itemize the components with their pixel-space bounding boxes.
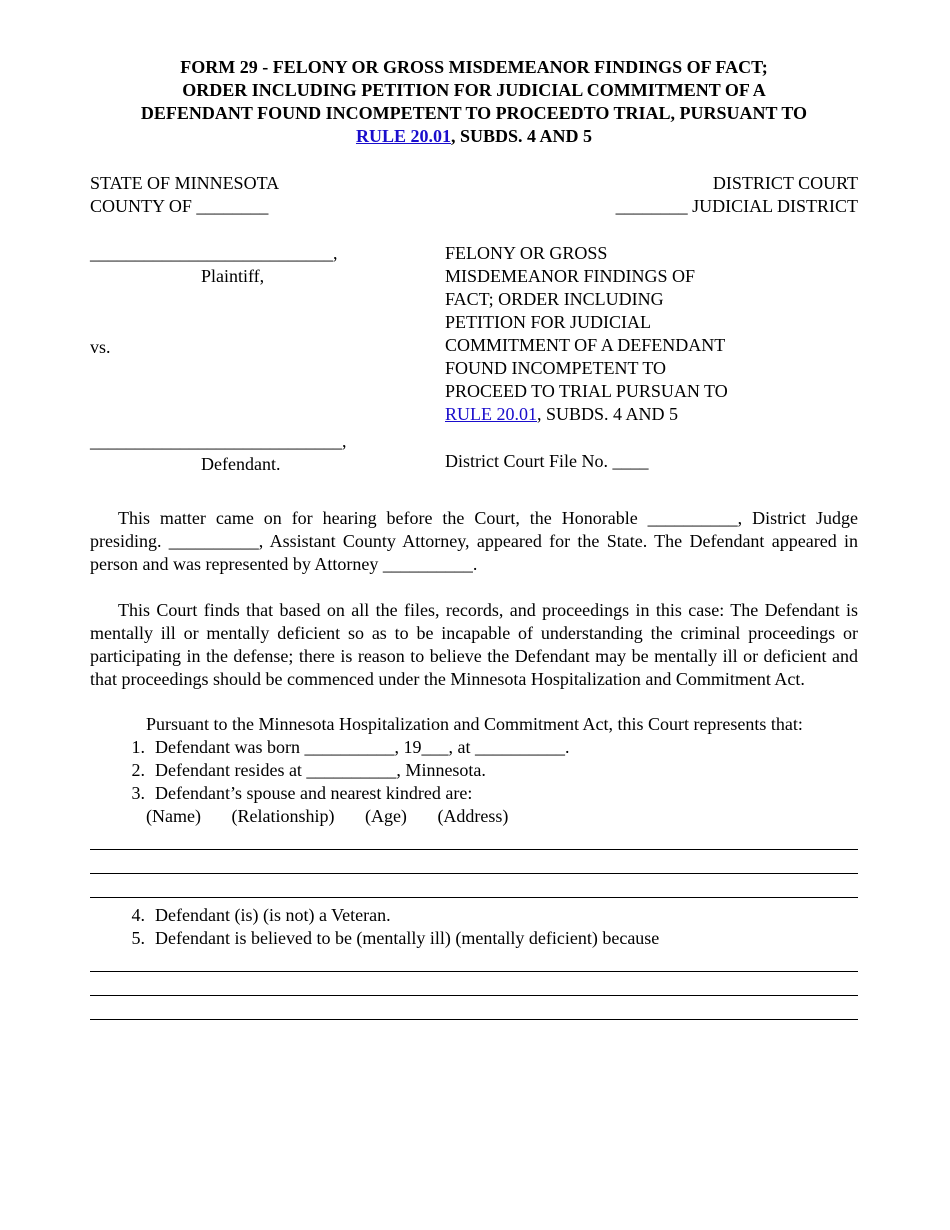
doc-title-line: FELONY OR GROSS: [445, 243, 608, 263]
kindred-blank-lines: [90, 832, 858, 904]
list-item: [90, 904, 858, 927]
judicial-district: ________ JUDICIAL DISTRICT: [615, 196, 858, 216]
list-number: 5.: [131, 928, 145, 948]
blank-line[interactable]: [90, 826, 858, 850]
representation-paragraph: Pursuant to the Minnesota Hospitalization and Commitment Act, this Court represents that:: [146, 714, 803, 734]
kindred-column-headings: [90, 805, 858, 828]
blank-line[interactable]: [90, 874, 858, 898]
kin-heading-relationship: (Relationship): [231, 806, 335, 826]
title-line-4: [90, 125, 858, 148]
state-name: STATE OF MINNESOTA: [90, 173, 280, 193]
doc-title-line: MISDEMEANOR FINDINGS OF: [445, 266, 696, 286]
representation-list: [90, 736, 858, 805]
form-page: [90, 56, 858, 1026]
plaintiff-blank: ___________________________,: [90, 243, 338, 263]
title-line-3: DEFENDANT FOUND INCOMPETENT TO PROCEEDTO TRIAL, PURSUANT TO: [140, 103, 808, 123]
list-number: 3.: [131, 783, 145, 803]
list-text: Defendant’s spouse and nearest kindred are:: [155, 783, 473, 803]
court-file-number: District Court File No. ____: [445, 451, 649, 471]
kin-heading-name: (Name): [146, 806, 201, 826]
list-text: Defendant resides at __________, Minnesota.: [155, 760, 486, 780]
blank-line[interactable]: [90, 850, 858, 874]
representation-list-continued: [90, 904, 858, 950]
caption-parties: [90, 242, 390, 476]
hearing-paragraph: This matter came on for hearing before the Court, the Honorable __________, District Judge presiding. __________, Assistant County Attorney, appeared for the State. The Defendant appeared in person and was represented by Attorney __________.: [90, 508, 858, 574]
list-number: 2.: [131, 760, 145, 780]
caption-document-title: [445, 242, 785, 473]
title-line-1: FORM 29 - FELONY OR GROSS MISDEMEANOR FINDINGS OF FACT;: [180, 57, 768, 77]
blank-line[interactable]: [90, 948, 858, 972]
findings-paragraph: This Court finds that based on all the files, records, and proceedings in this case: The Defendant is mentally ill or mentally deficient so as to be incapable of understanding the criminal proceedings or participating in the defense; there is reason to believe the Defendant may be mentally ill or deficient and that proceedings should be commenced under the Minnesota Hospitalization and Commitment Act.: [90, 600, 858, 689]
list-text: Defendant is believed to be (mentally ill) (mentally deficient) because: [155, 928, 660, 948]
blank-line[interactable]: [90, 996, 858, 1020]
title-line-2: ORDER INCLUDING PETITION FOR JUDICIAL COMMITMENT OF A: [182, 80, 766, 100]
caption-rule-link[interactable]: RULE 20.01: [445, 404, 537, 424]
list-item: [90, 759, 858, 782]
doc-title-line: FOUND INCOMPETENT TO: [445, 358, 667, 378]
doc-title-line: FACT; ORDER INCLUDING: [445, 289, 664, 309]
reason-blank-lines: [90, 954, 858, 1026]
list-number: 4.: [131, 905, 145, 925]
caption-rule-rest: , SUBDS. 4 AND 5: [537, 404, 679, 424]
versus-label: vs.: [90, 337, 111, 357]
doc-title-line: PROCEED TO TRIAL PURSUAN TO: [445, 381, 728, 401]
plaintiff-label: Plaintiff,: [201, 266, 265, 286]
defendant-blank: ____________________________,: [90, 431, 347, 451]
list-number: 1.: [131, 737, 145, 757]
list-item: [90, 782, 858, 805]
blank-line[interactable]: [90, 972, 858, 996]
list-item: [90, 927, 858, 950]
court-header: [90, 172, 858, 218]
kin-heading-age: (Age): [364, 806, 407, 826]
doc-title-line: PETITION FOR JUDICIAL: [445, 312, 651, 332]
title-line-4-rest: , SUBDS. 4 AND 5: [450, 126, 593, 146]
list-text: Defendant was born __________, 19___, at __________.: [155, 737, 570, 757]
list-item: [90, 736, 858, 759]
title-rule-link[interactable]: RULE 20.01: [355, 126, 451, 146]
county-line: COUNTY OF ________: [90, 196, 269, 216]
doc-title-line: COMMITMENT OF A DEFENDANT: [445, 335, 726, 355]
form-title: [90, 56, 858, 148]
list-text: Defendant (is) (is not) a Veteran.: [155, 905, 391, 925]
court-header-right: [616, 172, 858, 218]
defendant-label: Defendant.: [201, 454, 281, 474]
case-caption: [90, 242, 858, 472]
court-header-left: [90, 172, 279, 218]
court-type: DISTRICT COURT: [712, 173, 858, 193]
kin-heading-address: (Address): [437, 806, 509, 826]
doc-title-rule-line: [445, 403, 785, 426]
